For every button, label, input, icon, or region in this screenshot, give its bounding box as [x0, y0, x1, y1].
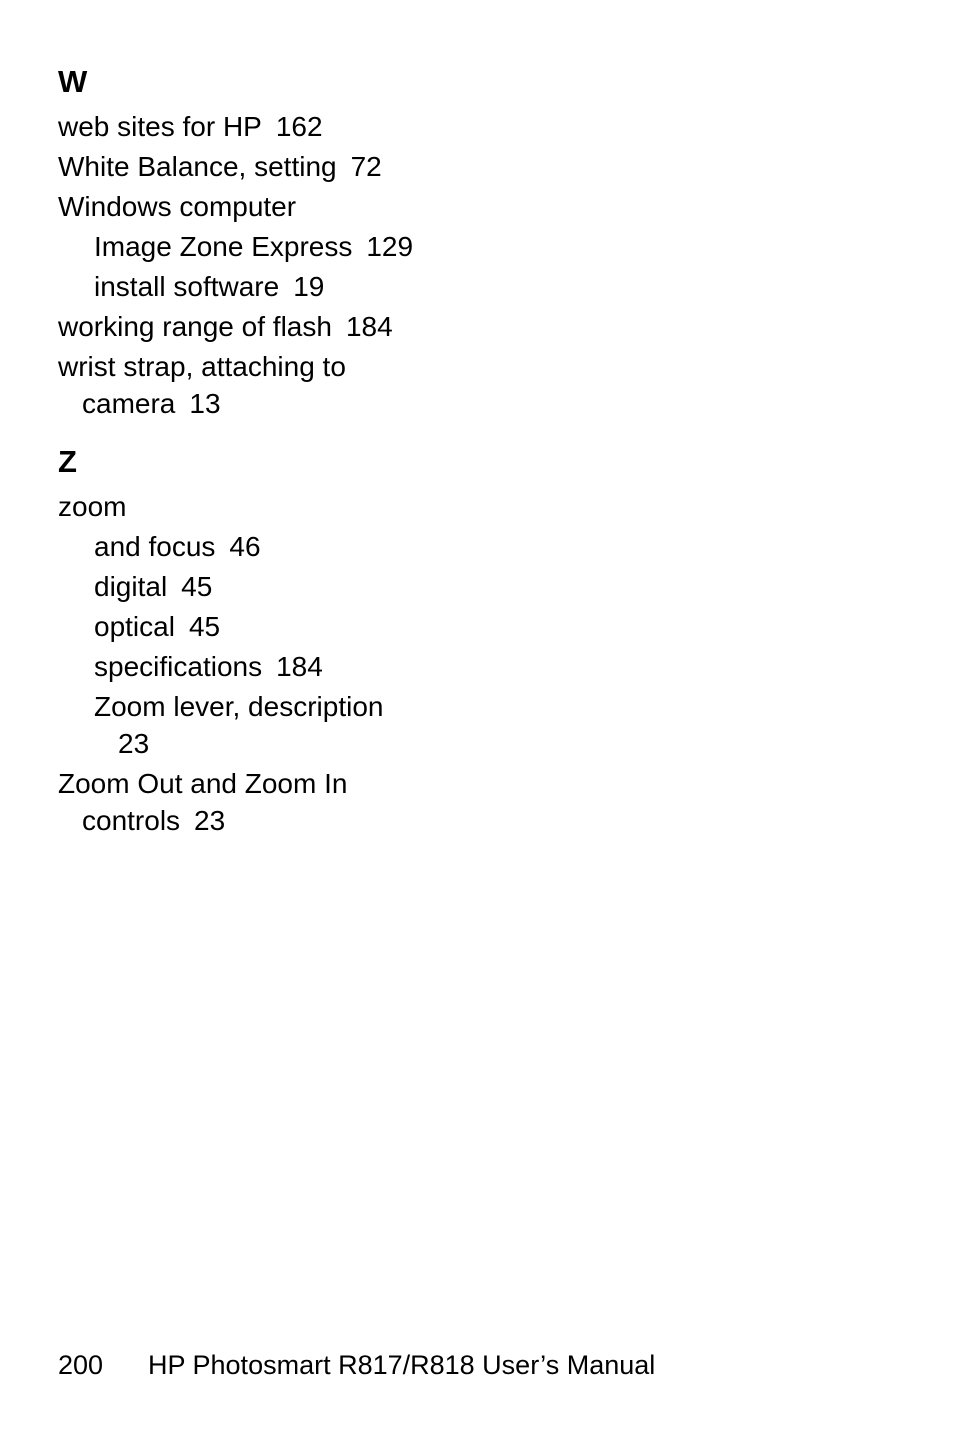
- index-subentry: [58, 568, 458, 605]
- entry-continuation-text: controls: [82, 805, 181, 836]
- entry-page: 184: [276, 651, 323, 682]
- index-entry: [58, 188, 458, 225]
- entry-page: 184: [345, 311, 393, 342]
- entry-continuation-text: camera: [82, 388, 176, 419]
- entry-page: 19: [293, 271, 325, 302]
- entry-text: and focus: [94, 531, 216, 562]
- index-subentry: [58, 268, 458, 305]
- footer-page-number: 200: [58, 1350, 104, 1380]
- entry-continuation: [58, 802, 458, 839]
- index-entry: [58, 148, 458, 185]
- entry-page: 13: [189, 388, 221, 419]
- entry-text: White Balance, setting: [58, 151, 337, 182]
- entry-page: 129: [366, 231, 414, 262]
- index-entry: [58, 108, 458, 145]
- entry-page: 23: [194, 805, 226, 836]
- entry-text: web sites for HP: [58, 111, 262, 142]
- entry-text: zoom: [58, 491, 127, 522]
- entry-text: working range of flash: [58, 311, 332, 342]
- index-entry: [58, 488, 458, 525]
- index-column: [58, 62, 458, 842]
- entry-text: Windows computer: [58, 191, 297, 222]
- entry-page: 162: [275, 111, 323, 142]
- entry-text: specifications: [94, 651, 263, 682]
- page-footer: [58, 1347, 655, 1383]
- index-subentry: [58, 648, 458, 685]
- entry-page: 23: [118, 728, 150, 759]
- entry-text: Image Zone Express: [94, 231, 353, 262]
- section-heading-w: W: [58, 64, 88, 99]
- entry-page: 72: [350, 151, 382, 182]
- index-entry: [58, 308, 458, 345]
- entry-text: digital: [94, 571, 168, 602]
- entry-continuation: [94, 725, 458, 762]
- index-subentry: [58, 228, 458, 265]
- entry-page: 46: [229, 531, 261, 562]
- entry-page: 45: [188, 611, 221, 642]
- entry-continuation: [58, 385, 458, 422]
- index-subentry: [58, 608, 458, 645]
- entry-text: Zoom lever, description: [94, 691, 384, 722]
- footer-title: HP Photosmart R817/R818 User’s Manual: [148, 1350, 656, 1380]
- entry-text: wrist strap, attaching to: [58, 351, 346, 382]
- entry-text: optical: [94, 611, 175, 642]
- index-subentry: [58, 528, 458, 565]
- entry-page: 45: [181, 571, 213, 602]
- index-entry: [58, 348, 458, 422]
- entry-text: Zoom Out and Zoom In: [58, 768, 348, 799]
- section-heading-z: Z: [58, 444, 77, 479]
- index-entry: [58, 765, 458, 839]
- entry-text: install software: [94, 271, 280, 302]
- index-subentry: [58, 688, 458, 762]
